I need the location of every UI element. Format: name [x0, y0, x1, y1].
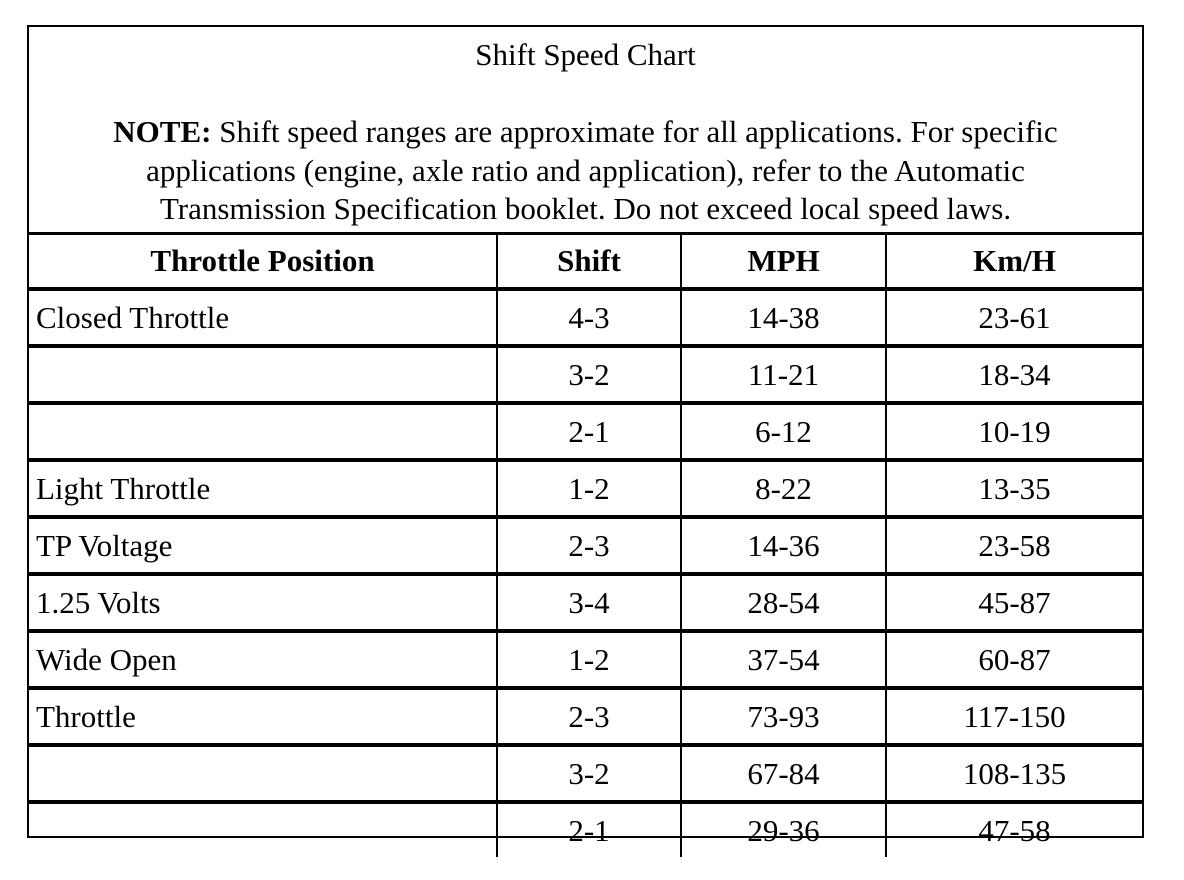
- note-label: NOTE:: [113, 114, 212, 149]
- mph-cell: 14-36: [681, 517, 886, 574]
- throttle-position-cell: Wide Open: [29, 631, 497, 688]
- throttle-position-cell: [29, 346, 497, 403]
- throttle-position-cell: 1.25 Volts: [29, 574, 497, 631]
- table-row: [29, 403, 1142, 460]
- mph-cell: 6-12: [681, 403, 886, 460]
- shift-cell: 3-2: [497, 346, 681, 403]
- table-row: [29, 517, 1142, 574]
- mph-cell: 67-84: [681, 745, 886, 802]
- shift-speed-chart: [27, 25, 1144, 848]
- kmh-cell: 108-135: [886, 745, 1142, 802]
- mph-cell: 29-36: [681, 802, 886, 857]
- header-mph: MPH: [681, 235, 886, 289]
- table-row: [29, 574, 1142, 631]
- shift-cell: 3-2: [497, 745, 681, 802]
- throttle-position-cell: Throttle: [29, 688, 497, 745]
- throttle-position-cell: Closed Throttle: [29, 289, 497, 346]
- shift-cell: 1-2: [497, 631, 681, 688]
- shift-cell: 2-1: [497, 403, 681, 460]
- shift-cell: 2-3: [497, 688, 681, 745]
- shift-speed-table: [29, 235, 1142, 857]
- kmh-cell: 60-87: [886, 631, 1142, 688]
- table-row: [29, 745, 1142, 802]
- kmh-cell: 45-87: [886, 574, 1142, 631]
- kmh-cell: 10-19: [886, 403, 1142, 460]
- table-row: [29, 346, 1142, 403]
- throttle-position-cell: Light Throttle: [29, 460, 497, 517]
- table-row: [29, 631, 1142, 688]
- kmh-cell: 23-58: [886, 517, 1142, 574]
- header-shift: Shift: [497, 235, 681, 289]
- kmh-cell: 23-61: [886, 289, 1142, 346]
- shift-cell: 1-2: [497, 460, 681, 517]
- chart-note: [69, 113, 1102, 229]
- header-kmh: Km/H: [886, 235, 1142, 289]
- table-row: [29, 688, 1142, 745]
- table-header-row: [29, 235, 1142, 289]
- shift-cell: 2-1: [497, 802, 681, 857]
- kmh-cell: 117-150: [886, 688, 1142, 745]
- throttle-position-cell: TP Voltage: [29, 517, 497, 574]
- shift-cell: 4-3: [497, 289, 681, 346]
- table-row: [29, 460, 1142, 517]
- mph-cell: 8-22: [681, 460, 886, 517]
- chart-header: [29, 27, 1142, 235]
- throttle-position-cell: [29, 802, 497, 857]
- kmh-cell: 18-34: [886, 346, 1142, 403]
- header-throttle-position: Throttle Position: [29, 235, 497, 289]
- table-row: [29, 802, 1142, 857]
- kmh-cell: 47-58: [886, 802, 1142, 857]
- table-row: [29, 289, 1142, 346]
- mph-cell: 37-54: [681, 631, 886, 688]
- kmh-cell: 13-35: [886, 460, 1142, 517]
- mph-cell: 73-93: [681, 688, 886, 745]
- mph-cell: 14-38: [681, 289, 886, 346]
- throttle-position-cell: [29, 745, 497, 802]
- shift-cell: 2-3: [497, 517, 681, 574]
- shift-cell: 3-4: [497, 574, 681, 631]
- mph-cell: 28-54: [681, 574, 886, 631]
- note-text: Shift speed ranges are approximate for all applications. For specific applications (engine, axle ratio and application), refer to the Automatic Transmission Specification booklet. Do not exceed local speed laws.: [146, 114, 1058, 226]
- chart-title: Shift Speed Chart: [475, 37, 696, 72]
- mph-cell: 11-21: [681, 346, 886, 403]
- throttle-position-cell: [29, 403, 497, 460]
